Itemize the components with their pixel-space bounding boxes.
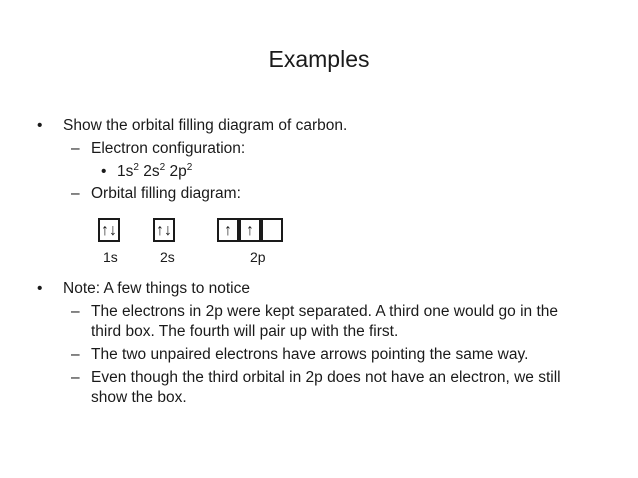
electron-arrow: ↑ — [246, 222, 254, 239]
electron-pair-arrows: ↑↓ — [101, 222, 117, 239]
bullet-text: Note: A few things to notice — [63, 280, 250, 297]
dash-marker: – — [71, 185, 80, 202]
orbital-label-2s: 2s — [160, 249, 175, 265]
orbital-box-1s — [98, 218, 120, 242]
orbital-box-2p-1 — [217, 218, 239, 242]
orbital-label-1s: 1s — [103, 249, 118, 265]
sub-sub-bullet-marker: • — [101, 163, 107, 180]
note-text: Even though the third orbital in 2p does not have an electron, we still — [91, 369, 561, 386]
bullet-marker: • — [37, 117, 43, 134]
orbital-box-2p-2 — [239, 218, 261, 242]
dash-marker: – — [71, 346, 80, 363]
slide-title: Examples — [268, 46, 370, 72]
note-text: third box. The fourth will pair up with the first. — [91, 323, 399, 340]
orbital-filling-diagram — [98, 218, 298, 274]
config-superscript: 2 — [186, 161, 193, 173]
bullet-text: Show the orbital filling diagram of carbon. — [63, 117, 348, 134]
config-part: 2p — [165, 163, 187, 180]
config-part: 2s — [138, 163, 160, 180]
electron-arrow: ↑ — [224, 222, 232, 239]
orbital-box-2p-3 — [261, 218, 283, 242]
dash-marker: – — [71, 303, 80, 320]
dash-marker: – — [71, 140, 80, 157]
note-text: show the box. — [91, 389, 187, 406]
electron-configuration — [117, 162, 192, 182]
note-text: The electrons in 2p were kept separated. A third one would go in the — [91, 303, 559, 320]
config-superscript: 2 — [133, 161, 139, 173]
dash-marker: – — [71, 369, 80, 386]
bullet-marker: • — [37, 280, 43, 297]
config-part: 1s — [117, 163, 134, 180]
electron-pair-arrows: ↑↓ — [156, 222, 172, 239]
orbital-box-2s — [153, 218, 175, 242]
note-text: The two unpaired electrons have arrows pointing the same way. — [91, 346, 529, 363]
orbital-label-2p: 2p — [250, 249, 266, 265]
sub-bullet-text: Orbital filling diagram: — [91, 185, 241, 202]
config-superscript: 2 — [159, 161, 166, 173]
sub-bullet-text: Electron configuration: — [91, 140, 246, 157]
